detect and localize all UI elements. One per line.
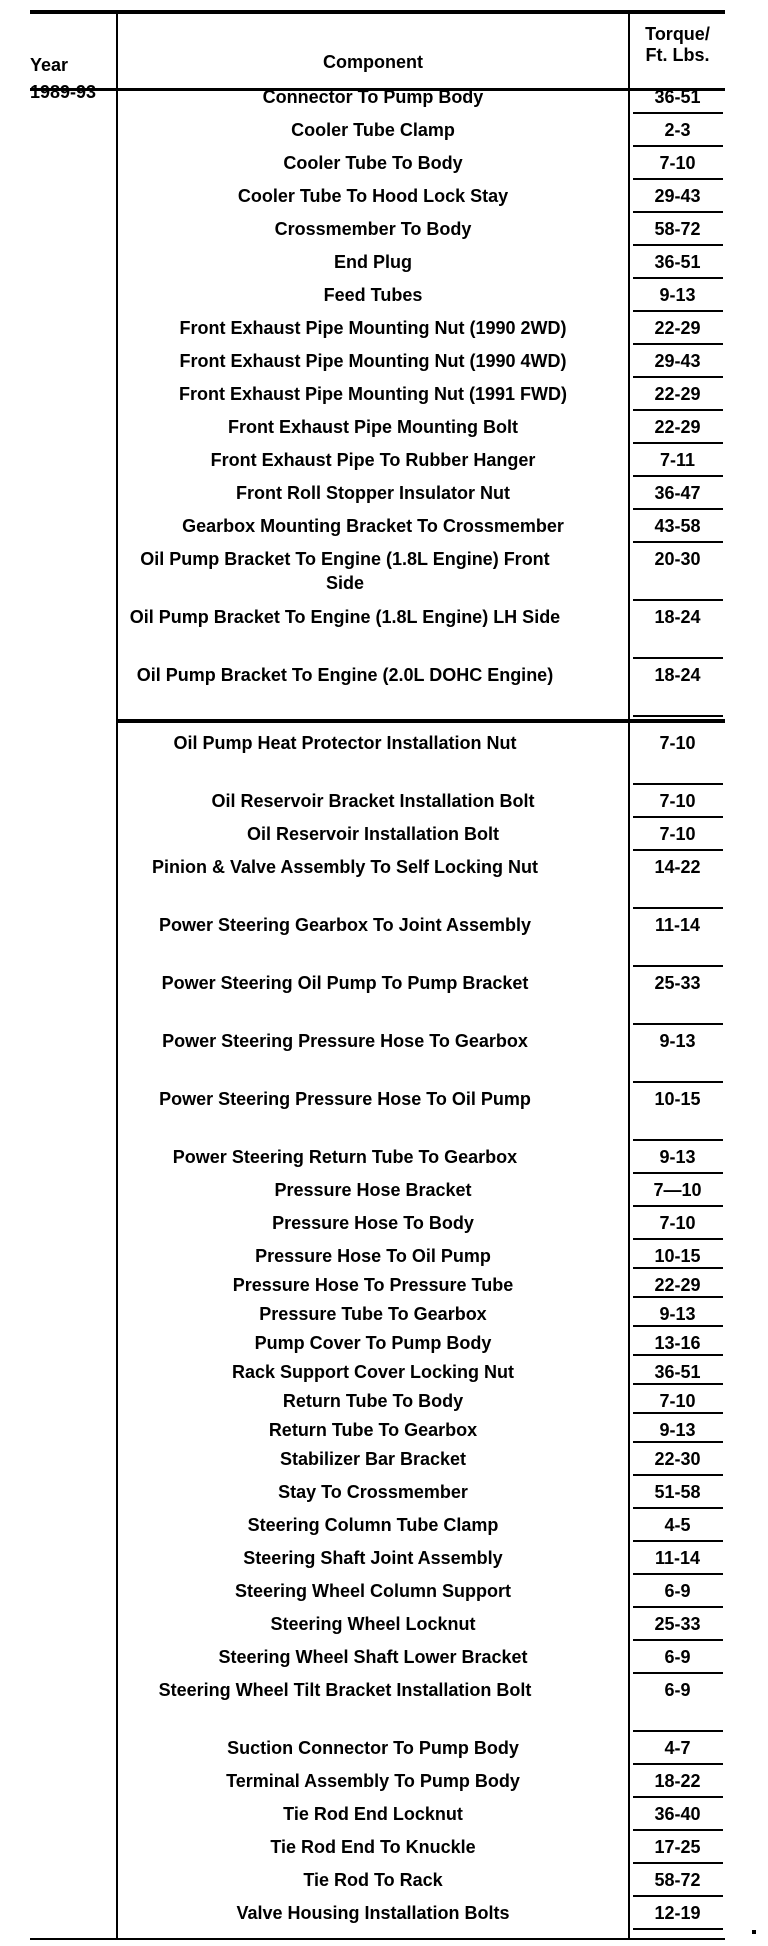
component-cell: Power Steering Oil Pump To Pump Bracket [161, 973, 529, 993]
torque-underline [633, 1325, 723, 1327]
torque-cell: 18-24 [654, 607, 701, 627]
table-row [0, 1832, 768, 1865]
component-cell: Pump Cover To Pump Body [254, 1333, 492, 1353]
torque-underline [633, 1895, 723, 1897]
torque-underline [633, 211, 723, 213]
table-row [0, 852, 768, 910]
torque-cell: 25-33 [654, 973, 701, 993]
torque-underline [633, 1862, 723, 1864]
component-cell: Oil Pump Bracket To Engine (2.0L DOHC Engine) [136, 665, 554, 685]
table-row [0, 214, 768, 247]
torque-underline [633, 310, 723, 312]
component-cell: Front Exhaust Pipe To Rubber Hanger [210, 450, 536, 470]
component-cell: Front Roll Stopper Insulator Nut [236, 483, 510, 503]
table-row [0, 1241, 768, 1270]
torque-underline [633, 1928, 723, 1930]
torque-cell: 7-10 [659, 791, 696, 811]
torque-underline [633, 1829, 723, 1831]
component-cell: Pressure Hose Bracket [274, 1180, 472, 1200]
torque-underline [633, 277, 723, 279]
torque-underline [633, 1205, 723, 1207]
torque-cell: 7-10 [659, 824, 696, 844]
torque-underline [633, 508, 723, 510]
torque-cell: 7-10 [659, 153, 696, 173]
torque-underline [633, 343, 723, 345]
torque-cell: 11-14 [654, 1548, 701, 1568]
component-cell: End Plug [334, 252, 412, 272]
torque-underline [633, 475, 723, 477]
table-row [0, 1766, 768, 1799]
table-row [0, 148, 768, 181]
torque-underline [633, 1354, 723, 1356]
component-cell: Stabilizer Bar Bracket [279, 1449, 467, 1469]
torque-underline [633, 1507, 723, 1509]
torque-underline [633, 965, 723, 967]
torque-underline [633, 1267, 723, 1269]
torque-underline [633, 1540, 723, 1542]
torque-cell: 22-29 [654, 318, 701, 338]
component-cell: Connector To Pump Body [262, 87, 484, 107]
torque-cell: 58-72 [654, 1870, 701, 1890]
torque-underline [633, 1606, 723, 1608]
table-row [0, 1026, 768, 1084]
page-mark [752, 1930, 756, 1934]
table-row [0, 968, 768, 1026]
section-rule [118, 719, 725, 723]
component-cell: Steering Wheel Locknut [270, 1614, 476, 1634]
component-cell: Return Tube To Gearbox [268, 1420, 478, 1440]
component-cell: Rack Support Cover Locking Nut [231, 1362, 515, 1382]
torque-underline [633, 376, 723, 378]
component-cell: Oil Reservoir Bracket Installation Bolt [211, 791, 535, 811]
component-cell: Pressure Hose To Pressure Tube [232, 1275, 514, 1295]
torque-cell: 7-10 [659, 1391, 696, 1411]
torque-cell: 4-7 [664, 1738, 691, 1758]
component-cell: Front Exhaust Pipe Mounting Nut (1991 FWD) [179, 384, 567, 404]
torque-cell: 6-9 [664, 1647, 691, 1667]
torque-underline [633, 1172, 723, 1174]
torque-cell: 7-10 [659, 1213, 696, 1233]
component-cell: Tie Rod End To Knuckle [270, 1837, 476, 1857]
component-cell: Cooler Tube Clamp [291, 120, 455, 140]
torque-cell: 36-47 [654, 483, 701, 503]
torque-cell: 17-25 [654, 1837, 701, 1857]
table-row [0, 445, 768, 478]
torque-underline [633, 112, 723, 114]
table-row [0, 1270, 768, 1299]
torque-cell: 29-43 [654, 351, 701, 371]
torque-cell: 7-10 [659, 733, 696, 753]
table-row [0, 660, 768, 718]
component-cell: Tie Rod End Locknut [283, 1804, 463, 1824]
table-row [0, 82, 768, 115]
torque-underline [633, 907, 723, 909]
component-cell: Oil Pump Bracket To Engine (1.8L Engine) Front Side [140, 549, 550, 593]
torque-underline [633, 1639, 723, 1641]
torque-cell: 10-15 [654, 1089, 701, 1109]
torque-cell: 18-22 [654, 1771, 701, 1791]
torque-underline [633, 1383, 723, 1385]
torque-cell: 20-30 [654, 549, 701, 569]
torque-cell: 18-24 [654, 665, 701, 685]
torque-cell: 9-13 [659, 1304, 696, 1324]
component-cell: Pressure Tube To Gearbox [259, 1304, 487, 1324]
component-cell: Steering Wheel Tilt Bracket Installation Bolt [158, 1680, 532, 1700]
table-row [0, 1510, 768, 1543]
torque-underline [633, 715, 723, 717]
component-cell: Valve Housing Installation Bolts [236, 1903, 510, 1923]
component-cell: Pressure Hose To Body [272, 1213, 474, 1233]
table-row [0, 1576, 768, 1609]
torque-cell: 22-30 [654, 1449, 701, 1469]
component-cell: Front Exhaust Pipe Mounting Nut (1990 2WD) [179, 318, 567, 338]
torque-underline [633, 541, 723, 543]
table-row [0, 1328, 768, 1357]
torque-underline [633, 1441, 723, 1443]
component-cell: Pressure Hose To Oil Pump [255, 1246, 491, 1266]
torque-cell: 36-51 [654, 252, 701, 272]
torque-cell: 12-19 [654, 1903, 701, 1923]
torque-cell: 4-5 [664, 1515, 691, 1535]
torque-cell: 7-11 [659, 450, 696, 470]
table-row [0, 379, 768, 412]
torque-underline [633, 1730, 723, 1732]
component-cell: Steering Wheel Column Support [234, 1581, 511, 1601]
table-row [0, 181, 768, 214]
table-row [0, 1609, 768, 1642]
component-cell: Suction Connector To Pump Body [227, 1738, 519, 1758]
table-row [0, 115, 768, 148]
torque-underline [633, 1763, 723, 1765]
torque-underline [633, 783, 723, 785]
header-year: Year [30, 55, 69, 75]
torque-cell: 43-58 [654, 516, 701, 536]
header-component: Component [323, 52, 423, 72]
table-row [0, 1386, 768, 1415]
component-cell: Pinion & Valve Assembly To Self Locking Nut [151, 857, 539, 877]
torque-cell: 11-14 [654, 915, 701, 935]
table-row [0, 1543, 768, 1576]
table-row [0, 1415, 768, 1444]
torque-underline [633, 599, 723, 601]
torque-underline [633, 145, 723, 147]
torque-underline [633, 442, 723, 444]
torque-underline [633, 816, 723, 818]
torque-cell: 58-72 [654, 219, 701, 239]
torque-cell: 7—10 [653, 1180, 702, 1200]
torque-cell: 22-29 [654, 1275, 701, 1295]
table-row [0, 1865, 768, 1898]
torque-underline [633, 1672, 723, 1674]
torque-cell: 36-40 [654, 1804, 701, 1824]
table-row [0, 1675, 768, 1733]
table-row [0, 1477, 768, 1510]
torque-underline [633, 178, 723, 180]
component-cell: Feed Tubes [323, 285, 423, 305]
table-row [0, 1799, 768, 1832]
torque-cell: 25-33 [654, 1614, 701, 1634]
table-row [0, 1175, 768, 1208]
component-cell: Power Steering Pressure Hose To Gearbox [162, 1031, 528, 1051]
year-cell: 1989-93 [30, 82, 97, 102]
torque-cell: 2-3 [664, 120, 691, 140]
torque-underline [633, 849, 723, 851]
torque-cell: 22-29 [654, 417, 701, 437]
torque-cell: 51-58 [654, 1482, 701, 1502]
table-row [0, 602, 768, 660]
component-cell: Oil Pump Bracket To Engine (1.8L Engine) LH Side [129, 607, 561, 627]
component-cell: Front Exhaust Pipe Mounting Nut (1990 4WD) [179, 351, 567, 371]
component-cell: Stay To Crossmember [278, 1482, 468, 1502]
torque-underline [633, 409, 723, 411]
torque-cell: 9-13 [659, 1420, 696, 1440]
component-cell: Terminal Assembly To Pump Body [226, 1771, 520, 1791]
component-cell: Cooler Tube To Hood Lock Stay [237, 186, 509, 206]
torque-cell: 22-29 [654, 384, 701, 404]
table-row [0, 728, 768, 786]
table-row [0, 1084, 768, 1142]
header-torque-line2: Ft. Lbs. [645, 45, 710, 65]
table-row [0, 313, 768, 346]
table-row [0, 280, 768, 313]
table-row [0, 544, 768, 602]
header-torque-line1: Torque/ [645, 24, 710, 44]
torque-cell: 6-9 [664, 1581, 691, 1601]
torque-cell: 9-13 [659, 1147, 696, 1167]
table-row [0, 478, 768, 511]
torque-cell: 10-15 [654, 1246, 701, 1266]
torque-cell: 13-16 [654, 1333, 701, 1353]
component-cell: Power Steering Pressure Hose To Oil Pump [159, 1089, 531, 1109]
component-cell: Gearbox Mounting Bracket To Crossmember [182, 516, 564, 536]
header-torque [630, 24, 725, 66]
table-row [0, 1142, 768, 1175]
torque-underline [633, 1412, 723, 1414]
table-bottom-rule [30, 1938, 725, 1940]
torque-underline [633, 1474, 723, 1476]
torque-underline [633, 244, 723, 246]
component-cell: Steering Column Tube Clamp [247, 1515, 499, 1535]
table-row [0, 786, 768, 819]
torque-underline [633, 1081, 723, 1083]
component-cell: Crossmember To Body [274, 219, 472, 239]
component-cell: Oil Reservoir Installation Bolt [246, 824, 500, 844]
component-cell: Power Steering Return Tube To Gearbox [172, 1147, 518, 1167]
table-row [0, 910, 768, 968]
table-row [0, 1733, 768, 1766]
table-top-rule [30, 10, 725, 14]
torque-cell: 14-22 [654, 857, 701, 877]
torque-underline [633, 1238, 723, 1240]
table-row [0, 1357, 768, 1386]
torque-cell: 9-13 [659, 1031, 696, 1051]
table-row [0, 511, 768, 544]
component-cell: Tie Rod To Rack [303, 1870, 443, 1890]
torque-underline [633, 1023, 723, 1025]
torque-cell: 36-51 [654, 1362, 701, 1382]
torque-underline [633, 1573, 723, 1575]
component-cell: Oil Pump Heat Protector Installation Nut [173, 733, 517, 753]
torque-underline [633, 657, 723, 659]
component-cell: Steering Wheel Shaft Lower Bracket [218, 1647, 528, 1667]
torque-underline [633, 1139, 723, 1141]
torque-underline [633, 1796, 723, 1798]
torque-cell: 29-43 [654, 186, 701, 206]
table-row [0, 1444, 768, 1477]
table-row [0, 346, 768, 379]
table-row [0, 1299, 768, 1328]
table-row [0, 1208, 768, 1241]
torque-cell: 36-51 [654, 87, 701, 107]
component-cell: Power Steering Gearbox To Joint Assembly [158, 915, 532, 935]
table-row [0, 819, 768, 852]
table-row [0, 412, 768, 445]
component-cell: Steering Shaft Joint Assembly [243, 1548, 503, 1568]
component-cell: Front Exhaust Pipe Mounting Bolt [228, 417, 518, 437]
table-row [0, 1642, 768, 1675]
torque-cell: 9-13 [659, 285, 696, 305]
table-row [0, 1898, 768, 1931]
component-cell: Cooler Tube To Body [283, 153, 463, 173]
component-cell: Return Tube To Body [282, 1391, 464, 1411]
torque-cell: 6-9 [664, 1680, 691, 1700]
table-row [0, 247, 768, 280]
torque-underline [633, 1296, 723, 1298]
